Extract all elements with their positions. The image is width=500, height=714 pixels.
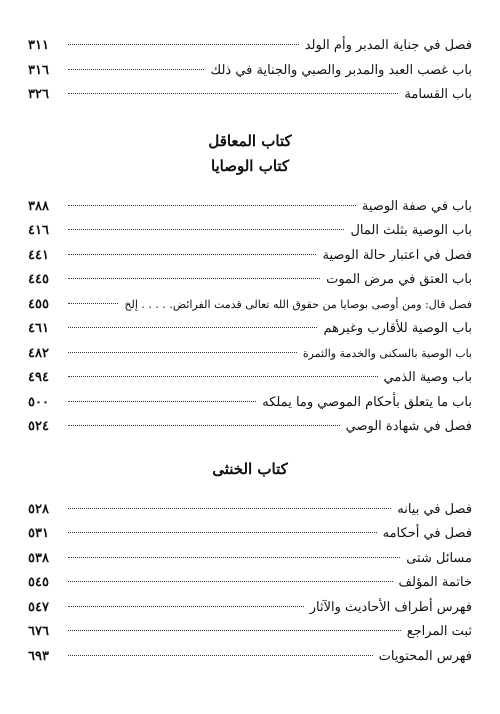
dot-leader (68, 352, 297, 353)
toc-entry (28, 645, 472, 670)
entry-page-number: ٤١٦ (28, 223, 49, 238)
section-heading-wasaya: كتاب الوصايا (210, 156, 290, 175)
toc-entry (28, 244, 472, 269)
entry-title: فصل في اعتبار حالة الوصية (322, 247, 472, 263)
dot-leader (68, 327, 317, 328)
entry-page-number: ٤٨٢ (28, 345, 49, 361)
dot-leader (68, 205, 356, 206)
entry-title: فصل في جناية المدبر وأم الولد (304, 38, 472, 53)
toc-entry (28, 83, 472, 108)
toc-entry (28, 547, 472, 572)
dot-leader (68, 93, 398, 94)
entry-title: فصل في شهادة الوصي (345, 419, 472, 434)
toc-entry (28, 268, 472, 293)
toc-entry (28, 620, 472, 645)
dot-leader (68, 630, 401, 631)
dot-leader (68, 303, 118, 304)
toc-entry (28, 293, 472, 318)
entry-page-number: ٣١١ (28, 38, 49, 53)
toc-entry (28, 34, 472, 59)
toc-entry (28, 366, 472, 391)
entry-title: باب ما يتعلق بأحكام الموصي وما يملكه (262, 394, 472, 410)
entry-title: ثبت المراجع (406, 624, 472, 639)
entry-page-number: ٣١٦ (28, 62, 49, 78)
entry-title: باب وصية الذمي (383, 370, 472, 385)
entry-title: باب الوصية بثلث المال (350, 223, 472, 238)
entry-page-number: ٥٤٥ (28, 575, 49, 590)
dot-leader (68, 254, 316, 255)
entry-page-number: ٤٦١ (28, 321, 49, 336)
entry-page-number: ٣٢٦ (28, 87, 49, 102)
dot-leader (68, 376, 378, 377)
entry-page-number: ٦٧٦ (28, 624, 49, 639)
entry-page-number: ٥٢٨ (28, 501, 49, 517)
entry-page-number: ٤٩٤ (28, 370, 49, 385)
toc-entry (28, 59, 472, 84)
entry-page-number: ٦٩٣ (28, 648, 49, 664)
entry-page-number: ٥٢٤ (28, 419, 49, 434)
dot-leader (68, 425, 340, 426)
dot-leader (68, 557, 400, 558)
entry-page-number: ٥٤٧ (28, 599, 49, 615)
table-of-contents (28, 34, 472, 669)
dot-leader (68, 278, 320, 279)
entry-title: فصل في بيانه (397, 501, 472, 517)
dot-leader (68, 401, 256, 402)
dot-leader (68, 581, 393, 582)
entry-title: خاتمة المؤلف (398, 575, 472, 590)
section-heading-maaqil: كتاب المعاقل (208, 131, 292, 150)
entry-title: باب القسامة (404, 87, 472, 102)
entry-page-number: ٥٣١ (28, 526, 49, 541)
dot-leader (68, 606, 304, 607)
toc-entry (28, 596, 472, 621)
entry-title: باب في صفة الوصية (361, 198, 472, 214)
toc-entry (28, 219, 472, 244)
toc-entry (28, 317, 472, 342)
toc-entry (28, 498, 472, 523)
dot-leader (68, 532, 377, 533)
toc-entry (28, 342, 472, 367)
toc-entry (28, 391, 472, 416)
entry-title: باب الوصية بالسكنى والخدمة والثمرة (302, 346, 472, 360)
entry-title: فصل في أحكامه (382, 526, 472, 541)
entry-title: فصل قال: ومن أوصى بوصايا من حقوق الله تعالى قدمت الفرائض. . . . . إلخ (124, 297, 472, 311)
entry-title: مسائل شتى (406, 550, 472, 566)
toc-entry (28, 415, 472, 440)
entry-title: فهرس المحتويات (378, 648, 472, 664)
dot-leader (68, 655, 373, 656)
dot-leader (68, 229, 344, 230)
entry-page-number: ٤٤٥ (28, 272, 49, 287)
entry-page-number: ٥٠٠ (28, 394, 49, 410)
entry-page-number: ٤٤١ (28, 247, 49, 263)
entry-title: فهرس أطراف الأحاديث والآثار (309, 599, 472, 615)
toc-entry (28, 571, 472, 596)
entry-title: باب غصب العبد والمدبر والصبي والجناية في ذلك (210, 62, 472, 78)
entry-title: باب العتق في مرض الموت (326, 272, 472, 287)
entry-page-number: ٤٥٥ (28, 296, 49, 312)
toc-entry (28, 522, 472, 547)
entry-title: باب الوصية للأقارب وغيرهم (323, 321, 472, 336)
entry-page-number: ٥٣٨ (28, 550, 49, 566)
dot-leader (68, 44, 299, 45)
dot-leader (68, 508, 391, 509)
toc-entry (28, 195, 472, 220)
section-heading-khuntha: كتاب الخنثى (212, 459, 288, 478)
dot-leader (68, 69, 204, 70)
entry-page-number: ٣٨٨ (28, 198, 49, 214)
